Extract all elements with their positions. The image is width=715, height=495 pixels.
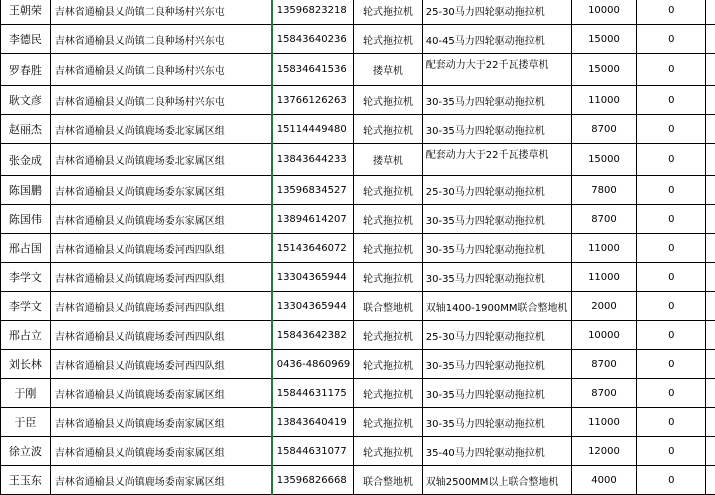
cell-phone[interactable]: 15844631175 xyxy=(272,379,354,408)
cell-empty[interactable] xyxy=(706,437,715,466)
cell-empty[interactable] xyxy=(706,234,715,263)
cell-name[interactable]: 邢占立 xyxy=(1,321,51,350)
table-row xyxy=(1,408,715,437)
cell-machine-model[interactable]: 30-35马力四轮驱动拖拉机 xyxy=(422,263,571,292)
cell-price[interactable]: 10000 xyxy=(571,0,637,25)
cell-machine-type[interactable]: 轮式拖拉机 xyxy=(354,205,422,234)
table-row xyxy=(1,350,715,379)
cell-address[interactable]: 吉林省通榆县乂尚镇鹿场委河西四队组 xyxy=(50,234,271,263)
cell-address[interactable]: 吉林省通榆县乂尚镇二良种场村兴东屯 xyxy=(50,86,271,115)
cell-price[interactable]: 11000 xyxy=(571,86,637,115)
cell-empty[interactable] xyxy=(706,115,715,144)
table-row xyxy=(1,54,715,86)
cell-name[interactable]: 陈国伟 xyxy=(1,205,51,234)
cell-price[interactable]: 2000 xyxy=(571,292,637,321)
cell-price[interactable]: 10000 xyxy=(571,321,637,350)
cell-phone[interactable]: 13596834527 xyxy=(272,176,354,205)
cell-phone[interactable]: 13596823218 xyxy=(272,0,354,25)
cell-phone[interactable]: 13304365944 xyxy=(272,263,354,292)
cell-subsidy[interactable]: 0 xyxy=(637,176,706,205)
cell-machine-type[interactable]: 轮式拖拉机 xyxy=(354,0,422,25)
cell-machine-type[interactable]: 轮式拖拉机 xyxy=(354,115,422,144)
cell-machine-type[interactable]: 轮式拖拉机 xyxy=(354,176,422,205)
cell-subsidy[interactable]: 0 xyxy=(637,437,706,466)
cell-name[interactable]: 李德民 xyxy=(1,25,51,54)
cell-name[interactable]: 王朝荣 xyxy=(1,0,51,25)
cell-price[interactable]: 11000 xyxy=(571,263,637,292)
cell-machine-model[interactable]: 30-35马力四轮驱动拖拉机 xyxy=(422,379,571,408)
cell-address[interactable]: 吉林省通榆县乂尚镇二良种场村兴东屯 xyxy=(50,0,271,25)
cell-price[interactable]: 8700 xyxy=(571,379,637,408)
cell-name[interactable]: 刘长林 xyxy=(1,350,51,379)
cell-machine-type[interactable]: 轮式拖拉机 xyxy=(354,25,422,54)
cell-machine-model[interactable]: 配套动力大于22千瓦搂草机 xyxy=(422,144,571,176)
cell-empty[interactable] xyxy=(706,350,715,379)
cell-empty[interactable] xyxy=(706,379,715,408)
cell-price[interactable]: 11000 xyxy=(571,234,637,263)
cell-empty[interactable] xyxy=(706,25,715,54)
cell-price[interactable]: 15000 xyxy=(571,54,637,86)
cell-phone[interactable]: 13843644233 xyxy=(272,144,354,176)
cell-price[interactable]: 8700 xyxy=(571,115,637,144)
cell-name[interactable]: 陈国鹏 xyxy=(1,176,51,205)
table-row xyxy=(1,25,715,54)
cell-machine-model[interactable]: 30-35马力四轮驱动拖拉机 xyxy=(422,408,571,437)
cell-phone[interactable]: 15834641536 xyxy=(272,54,354,86)
cell-name[interactable]: 于刚 xyxy=(1,379,51,408)
cell-phone[interactable]: 15843640236 xyxy=(272,25,354,54)
cell-phone[interactable]: 15844631077 xyxy=(272,437,354,466)
cell-name[interactable]: 罗春胜 xyxy=(1,54,51,86)
cell-name[interactable]: 徐立波 xyxy=(1,437,51,466)
cell-subsidy[interactable]: 0 xyxy=(637,205,706,234)
cell-price[interactable]: 15000 xyxy=(571,25,637,54)
table-row xyxy=(1,321,715,350)
cell-machine-type[interactable]: 轮式拖拉机 xyxy=(354,350,422,379)
cell-empty[interactable] xyxy=(706,321,715,350)
cell-machine-model[interactable]: 25-30马力四轮驱动拖拉机 xyxy=(422,321,571,350)
cell-price[interactable]: 11000 xyxy=(571,408,637,437)
cell-empty[interactable] xyxy=(706,292,715,321)
table-row xyxy=(1,205,715,234)
cell-phone[interactable]: 13766126263 xyxy=(272,86,354,115)
cell-phone[interactable]: 15843642382 xyxy=(272,321,354,350)
cell-price[interactable]: 12000 xyxy=(571,437,637,466)
table-row xyxy=(1,86,715,115)
table-row xyxy=(1,379,715,408)
cell-subsidy[interactable]: 0 xyxy=(637,86,706,115)
cell-machine-type[interactable]: 轮式拖拉机 xyxy=(354,234,422,263)
cell-phone[interactable]: 13304365944 xyxy=(272,292,354,321)
table-row xyxy=(1,466,715,495)
cell-price[interactable]: 8700 xyxy=(571,350,637,379)
cell-phone[interactable]: 15143646072 xyxy=(272,234,354,263)
cell-address[interactable]: 吉林省通榆县乂尚镇鹿场委南家属区组 xyxy=(50,437,271,466)
cell-machine-model[interactable]: 25-30马力四轮驱动拖拉机 xyxy=(422,176,571,205)
cell-name[interactable]: 王玉东 xyxy=(1,466,51,495)
cell-subsidy[interactable]: 0 xyxy=(637,466,706,495)
cell-machine-model[interactable]: 40-45马力四轮驱动拖拉机 xyxy=(422,25,571,54)
cell-name[interactable]: 李学文 xyxy=(1,292,51,321)
table-row xyxy=(1,0,715,25)
cell-machine-type[interactable]: 轮式拖拉机 xyxy=(354,379,422,408)
cell-machine-type[interactable]: 轮式拖拉机 xyxy=(354,321,422,350)
cell-name[interactable]: 耿文彦 xyxy=(1,86,51,115)
cell-machine-type[interactable]: 联合整地机 xyxy=(354,466,422,495)
cell-machine-model[interactable]: 30-35马力四轮驱动拖拉机 xyxy=(422,205,571,234)
table-row xyxy=(1,144,715,176)
cell-address[interactable]: 吉林省通榆县乂尚镇二良种场村兴东屯 xyxy=(50,25,271,54)
cell-address[interactable]: 吉林省通榆县乂尚镇鹿场委南家属区组 xyxy=(50,379,271,408)
cell-empty[interactable] xyxy=(706,86,715,115)
table-row xyxy=(1,176,715,205)
cell-name[interactable]: 张金成 xyxy=(1,144,51,176)
cell-price[interactable]: 7800 xyxy=(571,176,637,205)
cell-empty[interactable] xyxy=(706,263,715,292)
cell-phone[interactable]: 0436-4860969 xyxy=(272,350,354,379)
cell-machine-type[interactable]: 轮式拖拉机 xyxy=(354,86,422,115)
cell-price[interactable]: 15000 xyxy=(571,144,637,176)
cell-machine-model[interactable]: 30-35马力四轮驱动拖拉机 xyxy=(422,115,571,144)
cell-address[interactable]: 吉林省通榆县乂尚镇鹿场委北家属区组 xyxy=(50,144,271,176)
cell-address[interactable]: 吉林省通榆县乂尚镇二良种场村兴东屯 xyxy=(50,54,271,86)
table-row xyxy=(1,292,715,321)
cell-subsidy[interactable]: 0 xyxy=(637,408,706,437)
cell-subsidy[interactable]: 0 xyxy=(637,234,706,263)
cell-phone[interactable]: 13894614207 xyxy=(272,205,354,234)
cell-subsidy[interactable]: 0 xyxy=(637,0,706,25)
cell-machine-model[interactable]: 双轴2500MM以上联合整地机 xyxy=(422,466,571,495)
cell-phone[interactable]: 13596826668 xyxy=(272,466,354,495)
cell-name[interactable]: 赵丽杰 xyxy=(1,115,51,144)
cell-name[interactable]: 于臣 xyxy=(1,408,51,437)
cell-machine-type[interactable]: 轮式拖拉机 xyxy=(354,408,422,437)
cell-machine-type[interactable]: 轮式拖拉机 xyxy=(354,263,422,292)
cell-machine-model[interactable]: 双轴1400-1900MM联合整地机 xyxy=(422,292,571,321)
cell-empty[interactable] xyxy=(706,176,715,205)
cell-empty[interactable] xyxy=(706,54,715,86)
cell-address[interactable]: 吉林省通榆县乂尚镇鹿场委南家属区组 xyxy=(50,466,271,495)
cell-name[interactable]: 李学文 xyxy=(1,263,51,292)
cell-machine-type[interactable]: 搂草机 xyxy=(354,54,422,86)
cell-price[interactable]: 8700 xyxy=(571,205,637,234)
cell-address[interactable]: 吉林省通榆县乂尚镇鹿场委东家属区组 xyxy=(50,176,271,205)
cell-subsidy[interactable]: 0 xyxy=(637,115,706,144)
cell-machine-model[interactable]: 35-40马力四轮驱动拖拉机 xyxy=(422,437,571,466)
cell-subsidy[interactable]: 0 xyxy=(637,321,706,350)
table-body xyxy=(1,0,715,495)
cell-empty[interactable] xyxy=(706,466,715,495)
cell-machine-model[interactable]: 30-35马力四轮驱动拖拉机 xyxy=(422,350,571,379)
cell-empty[interactable] xyxy=(706,408,715,437)
cell-phone[interactable]: 15114449480 xyxy=(272,115,354,144)
cell-subsidy[interactable]: 0 xyxy=(637,263,706,292)
cell-name[interactable]: 邢占国 xyxy=(1,234,51,263)
cell-address[interactable]: 吉林省通榆县乂尚镇鹿场委河西四队组 xyxy=(50,350,271,379)
cell-machine-model[interactable]: 配套动力大于22千瓦搂草机 xyxy=(422,54,571,86)
cell-subsidy[interactable]: 0 xyxy=(637,379,706,408)
cell-subsidy[interactable]: 0 xyxy=(637,350,706,379)
cell-empty[interactable] xyxy=(706,205,715,234)
cell-phone[interactable]: 13843640419 xyxy=(272,408,354,437)
cell-subsidy[interactable]: 0 xyxy=(637,144,706,176)
cell-address[interactable]: 吉林省通榆县乂尚镇鹿场委南家属区组 xyxy=(50,408,271,437)
cell-subsidy[interactable]: 0 xyxy=(637,292,706,321)
table-row xyxy=(1,234,715,263)
cell-address[interactable]: 吉林省通榆县乂尚镇鹿场委河西四队组 xyxy=(50,292,271,321)
cell-empty[interactable] xyxy=(706,144,715,176)
cell-machine-model[interactable]: 30-35马力四轮驱动拖拉机 xyxy=(422,86,571,115)
table-row xyxy=(1,437,715,466)
cell-subsidy[interactable]: 0 xyxy=(637,54,706,86)
cell-machine-type[interactable]: 轮式拖拉机 xyxy=(354,437,422,466)
table-row xyxy=(1,263,715,292)
cell-address[interactable]: 吉林省通榆县乂尚镇鹿场委河西四队组 xyxy=(50,263,271,292)
cell-address[interactable]: 吉林省通榆县乂尚镇鹿场委北家属区组 xyxy=(50,115,271,144)
cell-address[interactable]: 吉林省通榆县乂尚镇鹿场委河西四队组 xyxy=(50,321,271,350)
cell-subsidy[interactable]: 0 xyxy=(637,25,706,54)
cell-machine-type[interactable]: 联合整地机 xyxy=(354,292,422,321)
cell-empty[interactable] xyxy=(706,0,715,25)
cell-address[interactable]: 吉林省通榆县乂尚镇鹿场委东家属区组 xyxy=(50,205,271,234)
table-row xyxy=(1,115,715,144)
cell-price[interactable]: 4000 xyxy=(571,466,637,495)
cell-machine-model[interactable]: 25-30马力四轮驱动拖拉机 xyxy=(422,0,571,25)
cell-machine-type[interactable]: 搂草机 xyxy=(354,144,422,176)
cell-machine-model[interactable]: 30-35马力四轮驱动拖拉机 xyxy=(422,234,571,263)
